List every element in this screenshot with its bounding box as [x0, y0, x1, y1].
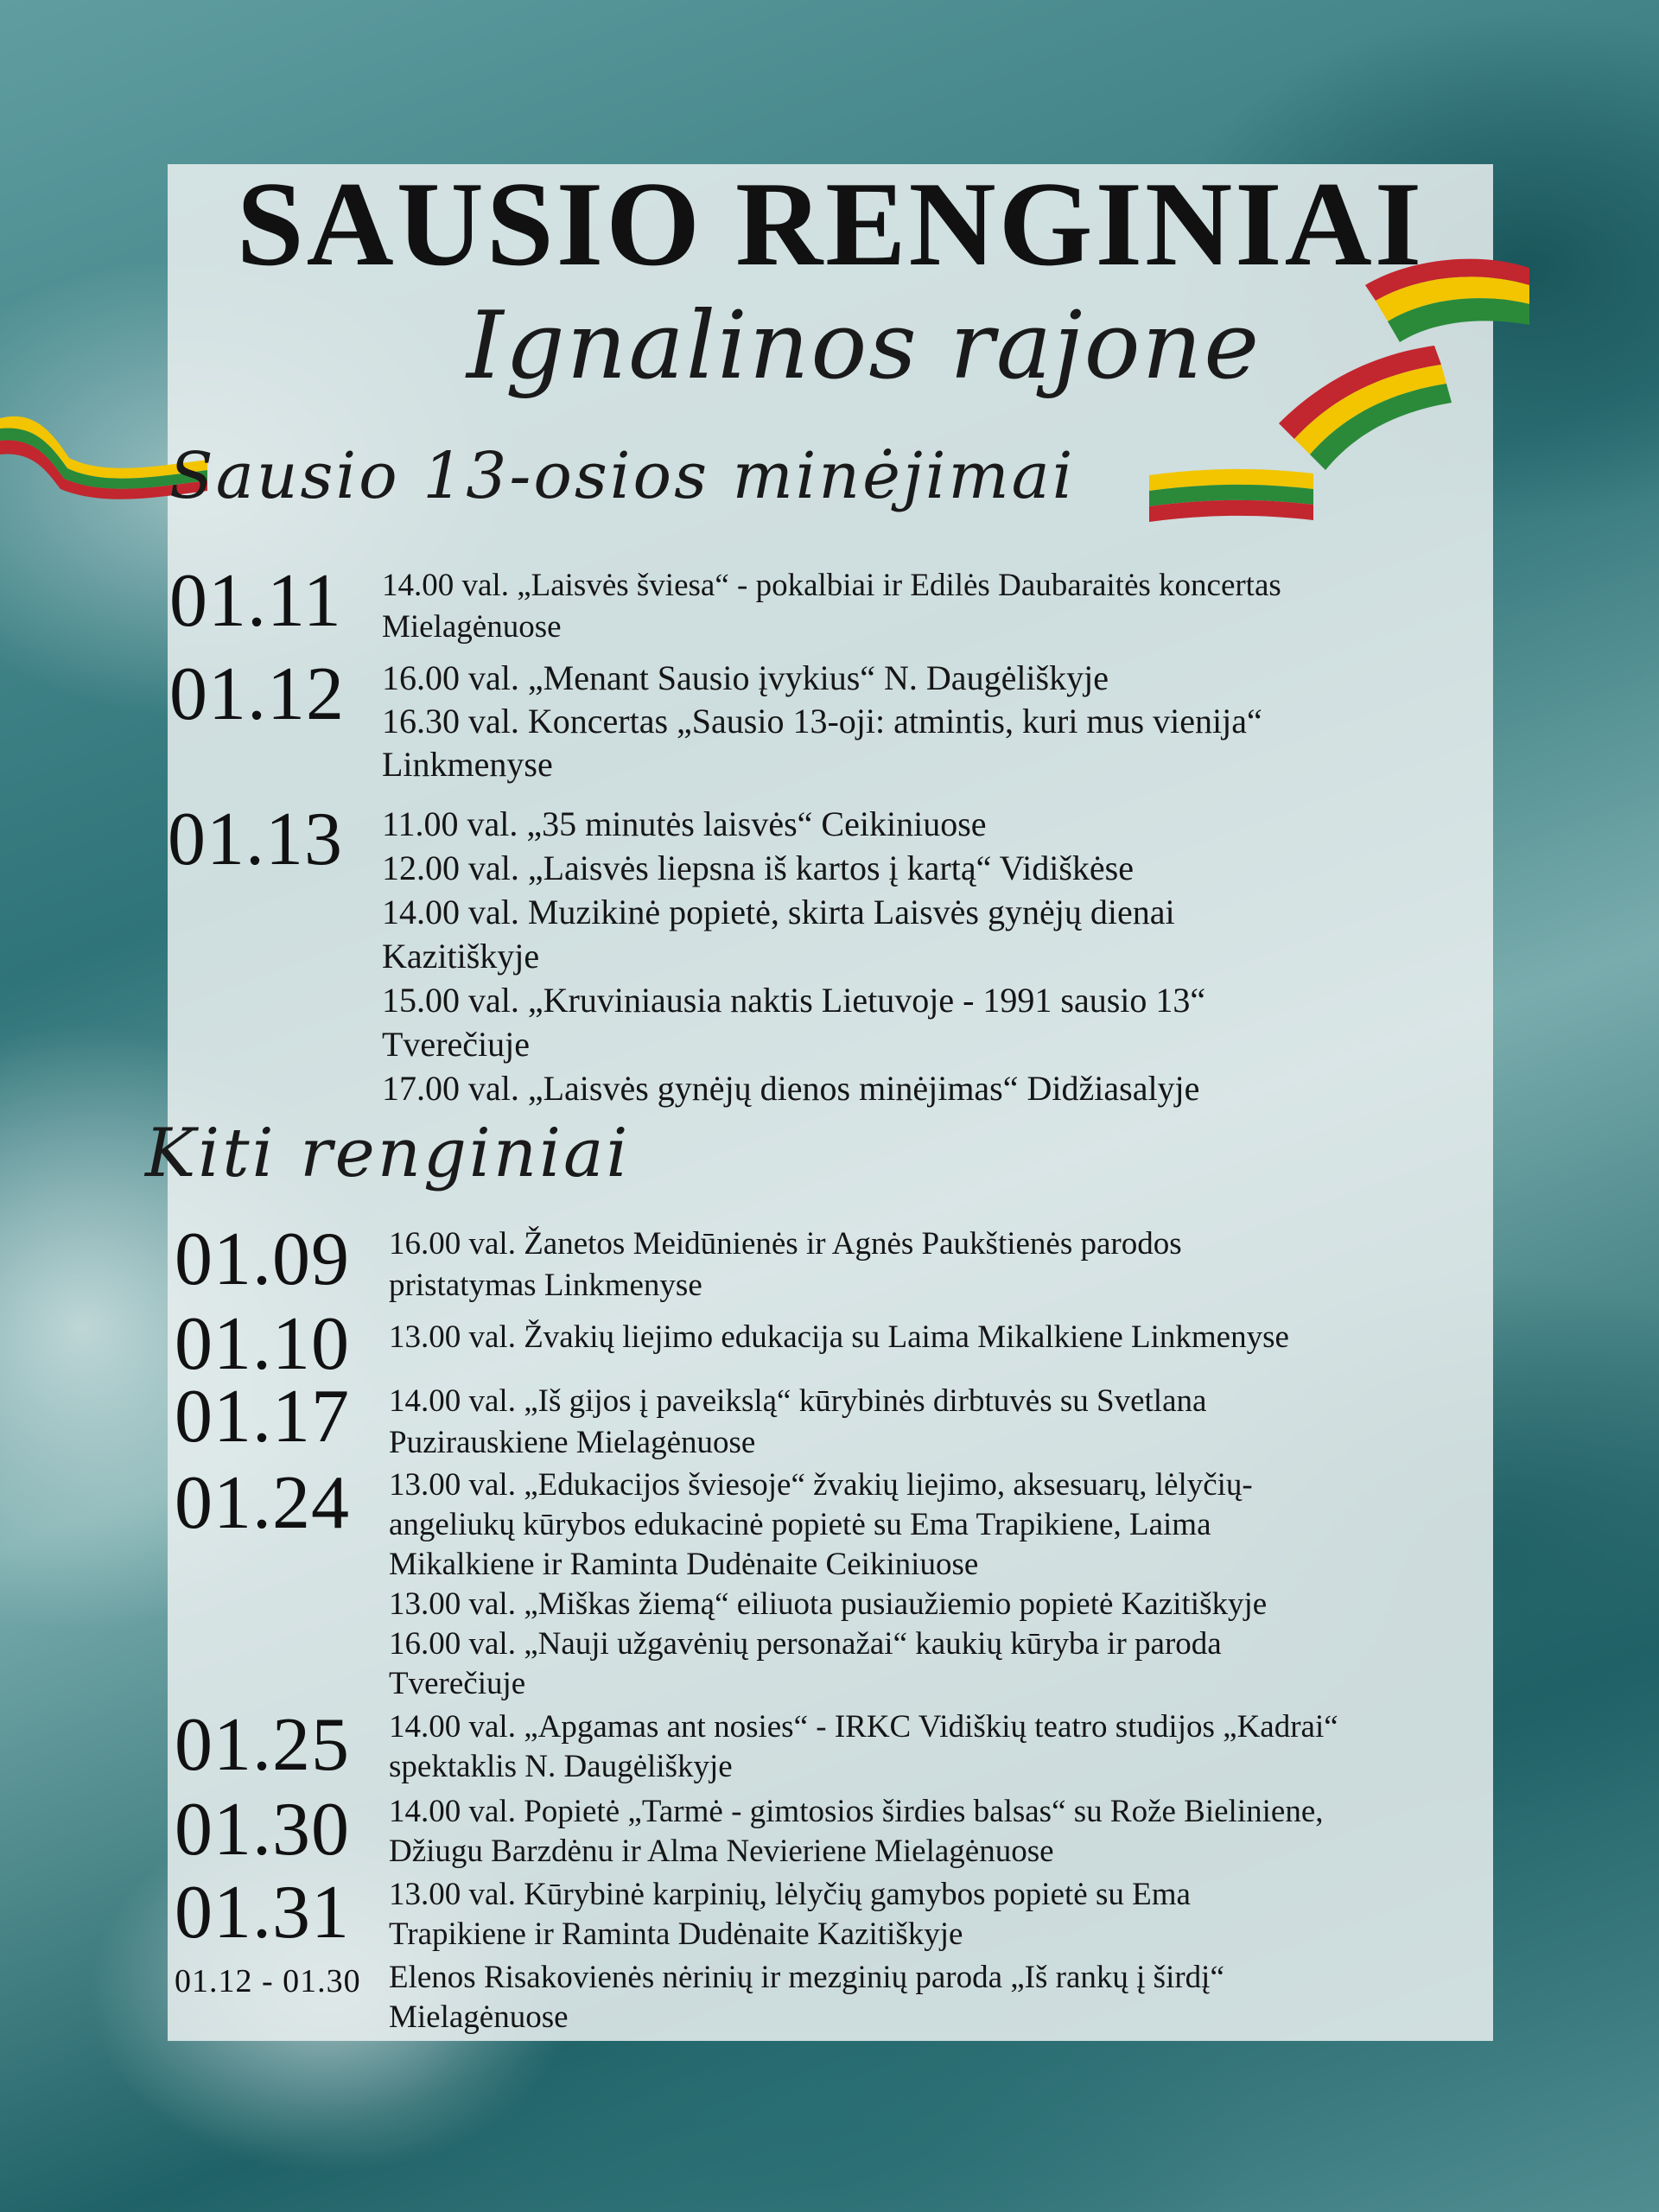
- event-line: 16.30 val. Koncertas „Sausio 13-oji: atmintis, kuri mus vienija“: [382, 702, 1262, 741]
- event-date: 01.30: [175, 1788, 350, 1872]
- event-0131: [175, 1871, 1659, 1955]
- section-heading-other-events: Kiti renginiai: [145, 1115, 631, 1192]
- event-details: [389, 1465, 1659, 1704]
- event-line: Kazitiškyje: [382, 937, 540, 976]
- event-0130: [175, 1788, 1659, 1872]
- event-line: Džiugu Barzdėnu ir Alma Nevieriene Mielagėnuose: [389, 1834, 1054, 1869]
- event-details: [389, 1707, 1659, 1787]
- event-line: 14.00 val. Popietė „Tarmė - gimtosios širdies balsas“ su Rože Bieliniene,: [389, 1794, 1324, 1829]
- event-date: 01.12 - 01.30: [175, 1963, 361, 1999]
- section-heading-january-13: Sausio 13-osios minėjimai: [169, 439, 1076, 513]
- event-line: 14.00 val. „Laisvės šviesa“ - pokalbiai ir Edilės Daubaraitės koncertas: [382, 568, 1281, 603]
- event-line: Mikalkiene ir Raminta Dudėnaite Ceikiniuose: [389, 1547, 979, 1582]
- event-line: Elenos Risakovienės nėrinių ir mezginių paroda „Iš rankų į širdį“: [389, 1960, 1224, 1995]
- event-date: 01.17: [175, 1375, 350, 1459]
- ribbon-right-red-low: [1149, 500, 1313, 522]
- page-subtitle: Ignalinos rajone: [467, 292, 1262, 400]
- event-0125: [175, 1703, 1659, 1787]
- event-line: Tverečiuje: [389, 1666, 526, 1701]
- event-date: 01.13: [168, 798, 343, 881]
- event-line: 13.00 val. Kūrybinė karpinių, lėlyčių gamybos popietė su Ema: [389, 1877, 1191, 1912]
- event-line: Mielagėnuose: [382, 609, 562, 645]
- event-date: 01.10: [175, 1302, 350, 1386]
- event-0112: [169, 652, 1652, 786]
- event-date: 01.12: [169, 652, 345, 736]
- event-line: 11.00 val. „35 minutės laisvės“ Ceikiniuose: [382, 804, 987, 843]
- event-line: Tverečiuje: [382, 1025, 530, 1064]
- event-details: [389, 1792, 1659, 1872]
- event-date: 01.25: [175, 1703, 350, 1787]
- event-line: pristatymas Linkmenyse: [389, 1268, 702, 1303]
- event-line: 15.00 val. „Kruviniausia naktis Lietuvoje - 1991 sausio 13“: [382, 981, 1206, 1020]
- event-line: 17.00 val. „Laisvės gynėjų dienos minėjimas“ Didžiasalyje: [382, 1069, 1200, 1108]
- event-0110: [175, 1302, 1659, 1386]
- event-line: angeliukų kūrybos edukacinė popietė su Ema Trapikiene, Laima: [389, 1507, 1211, 1542]
- event-details: [389, 1306, 1659, 1358]
- event-line: 14.00 val. „Apgamas ant nosies“ - IRKC Vidiškių teatro studijos „Kadrai“: [389, 1709, 1338, 1745]
- event-details: [389, 1222, 1659, 1306]
- event-0117: [175, 1375, 1659, 1464]
- event-line: 14.00 val. Muzikinė popietė, skirta Laisvės gynėjų dienai: [382, 893, 1175, 931]
- event-0111: [169, 559, 1652, 648]
- event-line: 16.00 val. „Menant Sausio įvykius“ N. Daugėliškyje: [382, 658, 1109, 697]
- event-line: 16.00 val. Žanetos Meidūnienės ir Agnės Paukštienės parodos: [389, 1226, 1182, 1262]
- event-details: [389, 1958, 1659, 2037]
- event-line: Trapikiene ir Raminta Dudėnaite Kazitiškyje: [389, 1916, 963, 1952]
- event-details: [382, 802, 1652, 1110]
- event-line: 13.00 val. Žvakių liejimo edukacija su Laima Mikalkiene Linkmenyse: [389, 1319, 1289, 1355]
- event-date: 01.09: [175, 1217, 350, 1301]
- event-details: [382, 657, 1652, 786]
- event-0113: [168, 798, 1652, 1110]
- event-line: Linkmenyse: [382, 745, 553, 784]
- event-line: Puzirauskiene Mielagėnuose: [389, 1425, 756, 1460]
- event-line: 14.00 val. „Iš gijos į paveikslą“ kūrybinės dirbtuvės su Svetlana: [389, 1383, 1207, 1419]
- event-line: 16.00 val. „Nauji užgavėnių personažai“ kaukių kūryba ir paroda: [389, 1626, 1222, 1662]
- event-line: Mielagėnuose: [389, 1999, 569, 2035]
- event-details: [389, 1875, 1659, 1955]
- event-date: 01.31: [175, 1871, 350, 1955]
- event-line: 12.00 val. „Laisvės liepsna iš kartos į kartą“ Vidiškėse: [382, 849, 1134, 887]
- event-line: 13.00 val. „Miškas žiemą“ eiliuota pusiaužiemio popietė Kazitiškyje: [389, 1586, 1268, 1622]
- event-0112-0130: [175, 1958, 1659, 2037]
- event-details: [382, 563, 1652, 648]
- event-date: 01.11: [169, 559, 342, 643]
- event-0124: [175, 1461, 1659, 1704]
- event-date: 01.24: [175, 1461, 350, 1545]
- event-line: 13.00 val. „Edukacijos šviesoje“ žvakių liejimo, aksesuarų, lėlyčių-: [389, 1467, 1253, 1503]
- event-details: [389, 1379, 1659, 1464]
- event-line: spektaklis N. Daugėliškyje: [389, 1749, 733, 1784]
- event-0109: [175, 1217, 1659, 1306]
- page-title: SAUSIO RENGINIAI: [236, 157, 1425, 291]
